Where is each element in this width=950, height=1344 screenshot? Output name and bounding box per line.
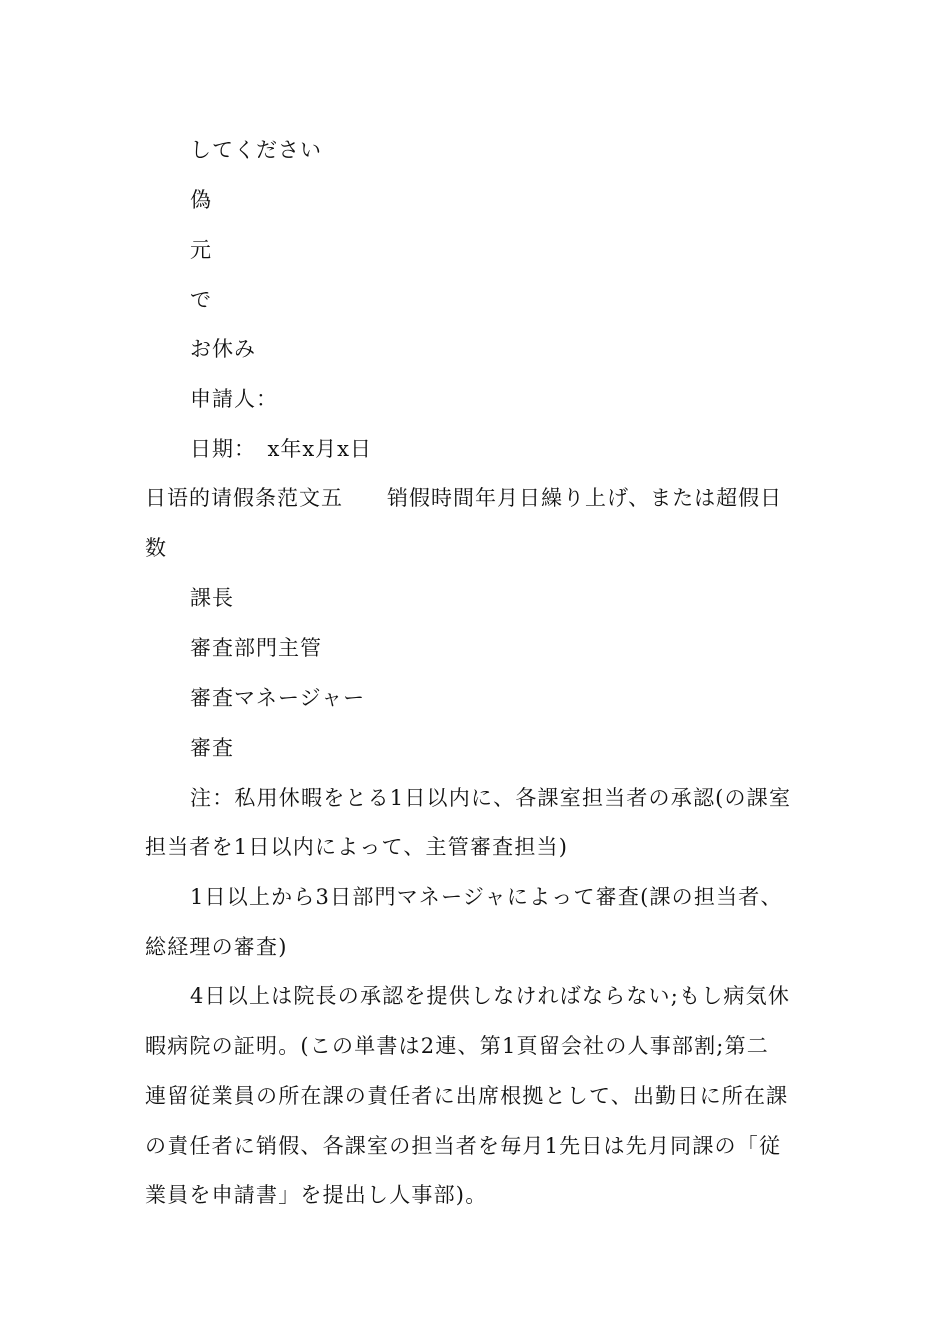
text-line: お休み: [190, 337, 256, 361]
paragraph-line: 連留従業員の所在課の責任者に出席根拠として、出勤日に所在課: [145, 1084, 789, 1108]
text-line: 審査マネージャー: [190, 686, 366, 710]
section-title: 日语的请假条范文五: [145, 486, 343, 510]
applicant-label: 申請人：: [190, 387, 278, 411]
text-line: 数: [145, 536, 167, 560]
text-line: してください: [190, 138, 322, 162]
date-line: 日期： x年x月x日: [190, 437, 373, 461]
text-line: 偽: [190, 188, 212, 212]
section-heading: [145, 488, 782, 509]
paragraph-line: の責任者に销假、各課室の担当者を毎月1先日は先月同課の「従: [145, 1134, 782, 1158]
text-line: 課長: [190, 586, 234, 610]
paragraph-line: 1日以上から3日部門マネージャによって審査(課の担当者、: [190, 885, 783, 909]
section-heading-text: 销假時間年月日繰り上げ、または超假日: [387, 486, 783, 510]
text-line: 審査部門主管: [190, 636, 322, 660]
paragraph-line: 4日以上は院長の承認を提供しなければならない;もし病気休: [190, 984, 791, 1008]
note-paragraph-line: 担当者を1日以内によって、主管審査担当): [145, 835, 569, 859]
note-paragraph-line: 注：私用休暇をとる1日以内に、各課室担当者の承認(の課室: [190, 786, 792, 810]
paragraph-line: 暇病院の証明。(この単書は2連、第1頁留会社の人事部割;第二: [145, 1034, 769, 1058]
text-line: 元: [190, 238, 212, 262]
paragraph-line: 総経理の審査): [145, 935, 288, 959]
paragraph-line: 業員を申請書」を提出し人事部)。: [145, 1183, 488, 1207]
text-line: で: [190, 288, 212, 312]
text-line: 審査: [190, 736, 234, 760]
